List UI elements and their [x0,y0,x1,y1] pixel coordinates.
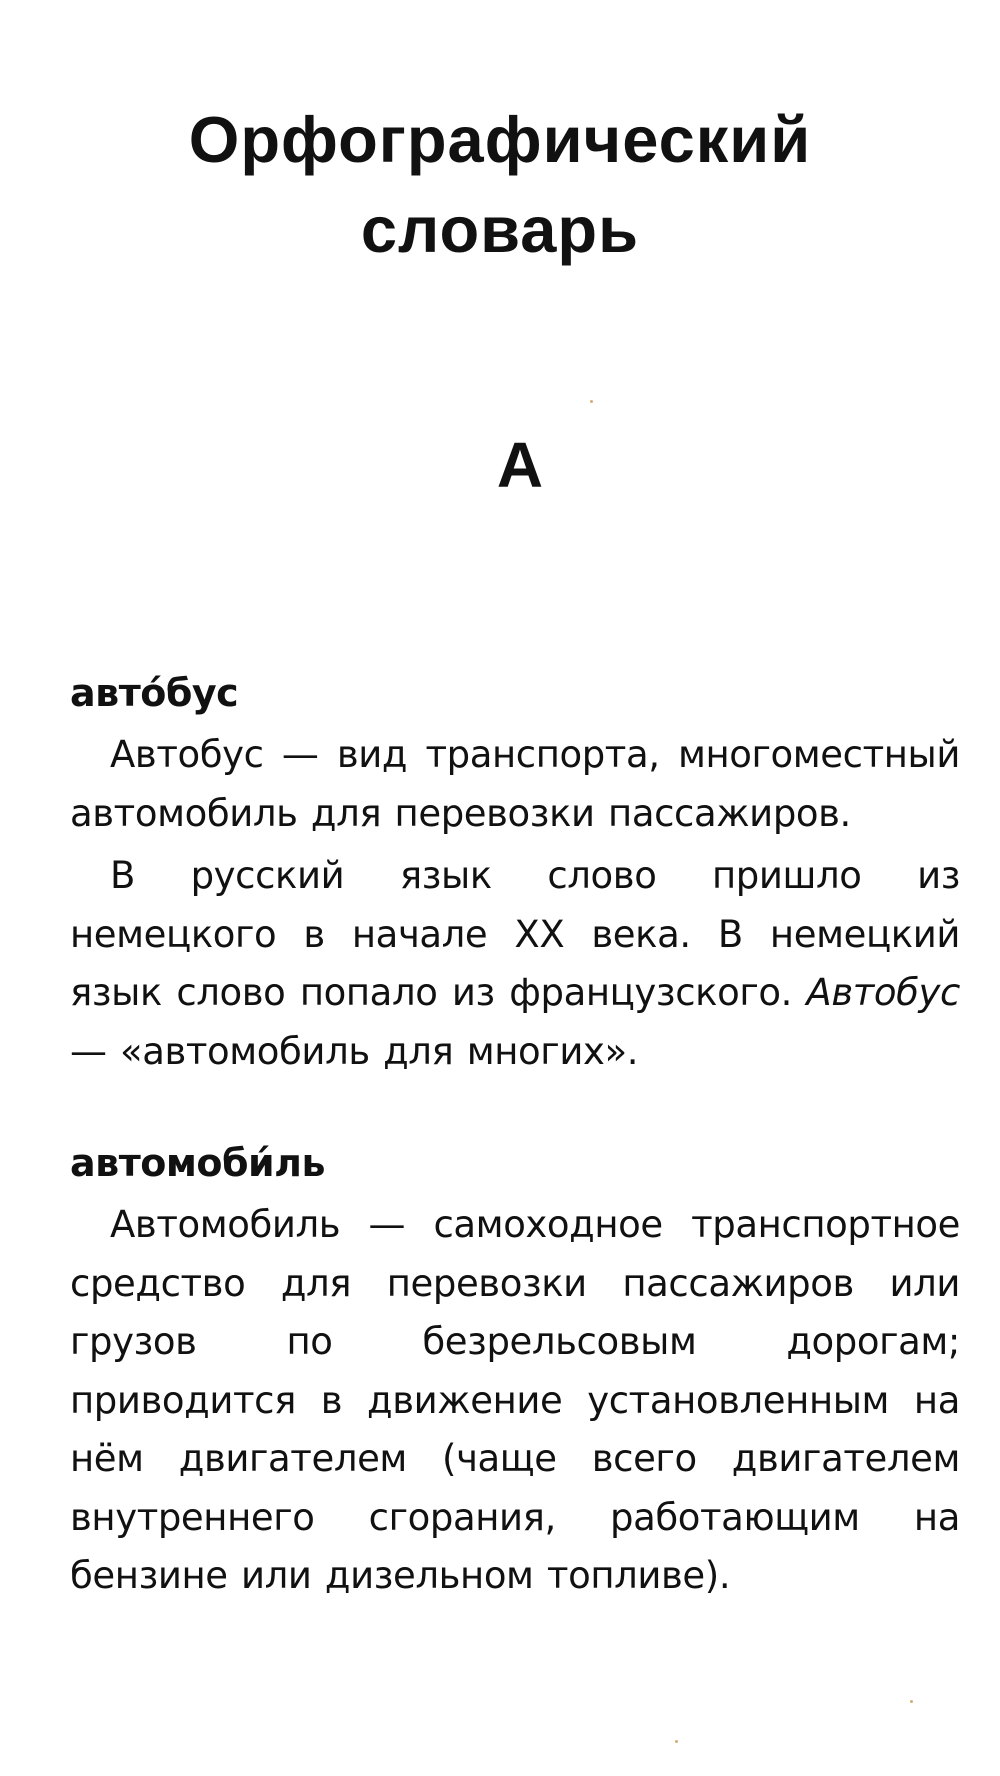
etymology-text-end: — «автомобиль для многих». [70,1029,639,1073]
paper-speck [675,1740,678,1743]
page-title [0,95,1000,275]
entry-definition: Автобус — вид транспорта, многоместный автомобиль для перевозки пассажиров. [70,733,960,835]
section-letter: А [496,429,544,501]
entry-definition: Автомобиль — самоходное транспортное средство для перевозки пассажиров или грузов по безрельсовым дорогам; приводится в движение установленным на нём двигателем (чаще всего двигателем внутреннего сгорания, работающим на бензине или дизельном топливе). [70,1203,960,1597]
title-line-2: словарь [360,193,640,266]
etymology-italic-word: Автобус [806,971,960,1014]
dictionary-entry-avtobus [70,668,960,1081]
dictionary-entry-avtomobil [70,1138,960,1606]
paper-speck [910,1700,913,1703]
entry-headword: автомоби́ль [70,1141,326,1185]
entry-etymology [70,847,960,1081]
entry-headword: авто́бус [70,671,239,715]
paper-speck [590,400,593,403]
etymology-text: В русский язык слово пришло из немецкого в начале XX века. В немецкий язык слово попало из французского. [70,854,960,1014]
title-line-1: Орфографический [188,103,812,176]
